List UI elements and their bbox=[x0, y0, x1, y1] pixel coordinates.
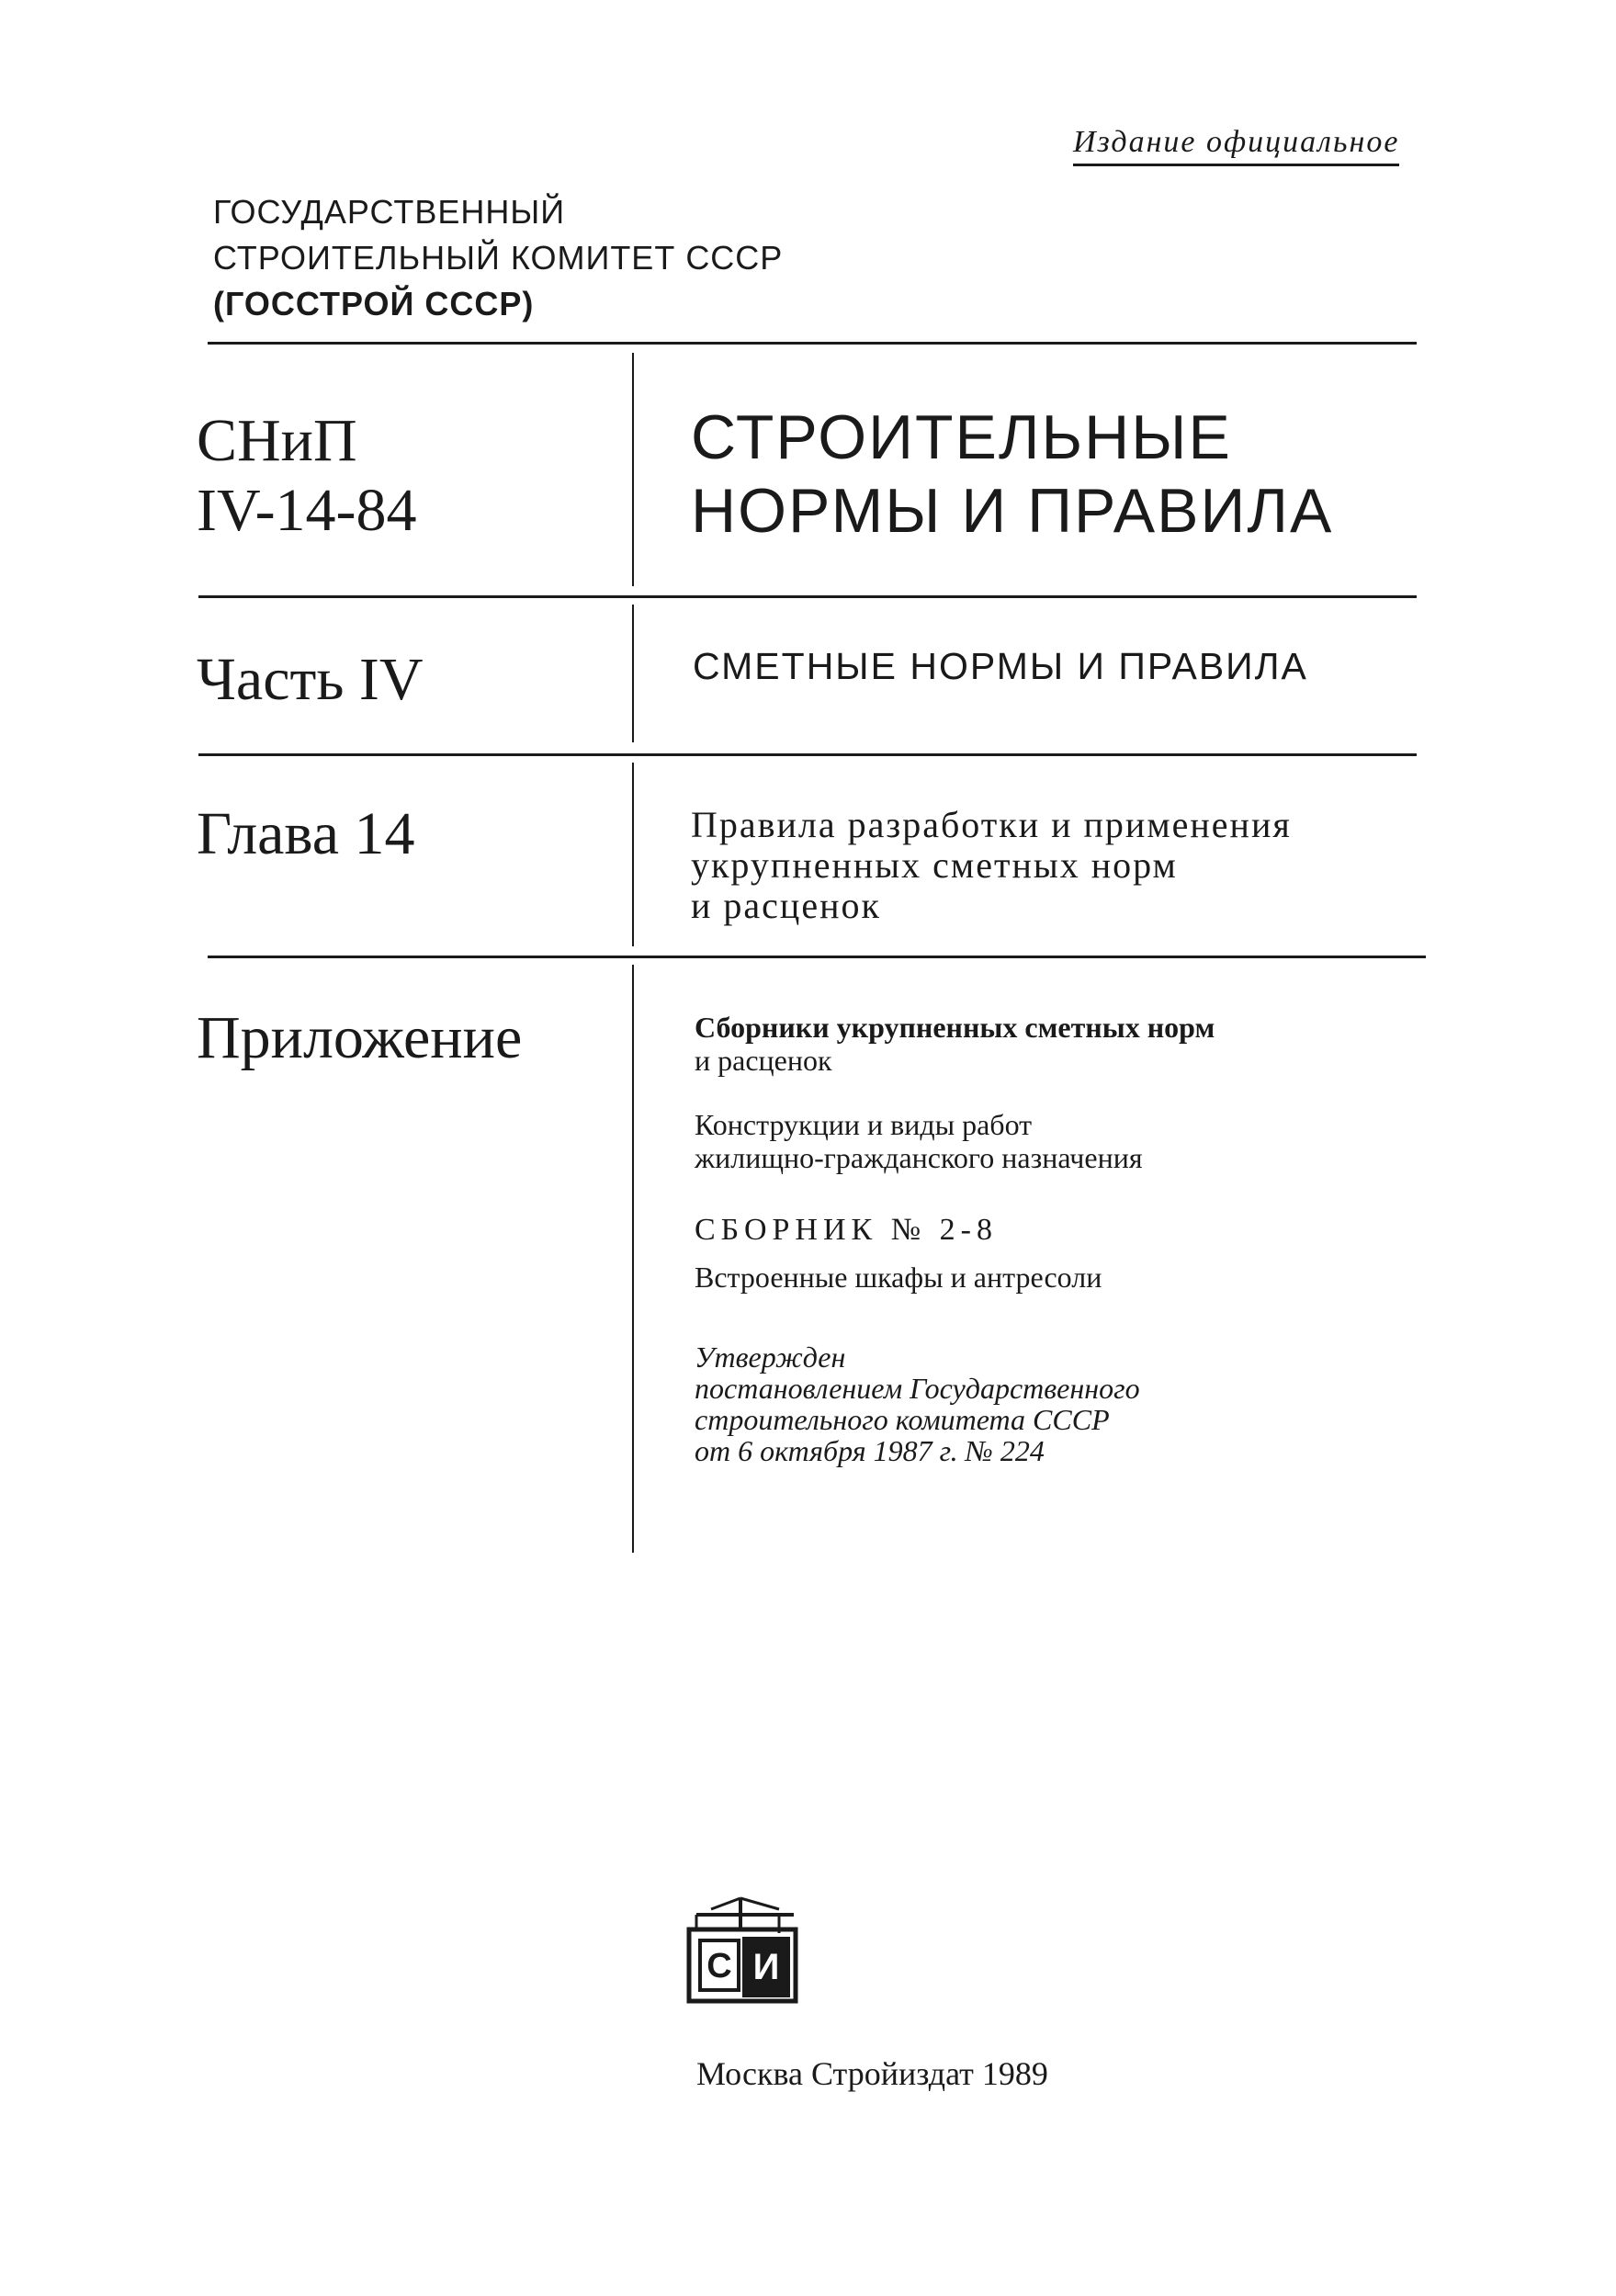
structures-line-1: Конструкции и виды работ bbox=[695, 1108, 1033, 1141]
part-label: Часть IV bbox=[197, 646, 424, 713]
logo-letter-s: С bbox=[706, 1947, 732, 1985]
agency-name bbox=[213, 189, 783, 327]
snip-code bbox=[197, 406, 417, 546]
approval-line-3: строительного комитета СССР bbox=[695, 1403, 1110, 1436]
chapter-title-line-3: и расценок bbox=[691, 885, 881, 926]
snip-number: IV-14-84 bbox=[197, 477, 417, 544]
structures-heading bbox=[695, 1108, 1143, 1174]
divider-appendix bbox=[632, 965, 634, 1553]
collections-line-1: Сборники укрупненных сметных норм bbox=[695, 1011, 1215, 1044]
logo-letter-i: И bbox=[752, 1947, 780, 1987]
agency-line-1: ГОСУДАРСТВЕННЫЙ bbox=[213, 193, 566, 231]
collections-line-2: и расценок bbox=[695, 1044, 832, 1077]
approval-line-4: от 6 октября 1987 г. № 224 bbox=[695, 1434, 1045, 1467]
structures-line-2: жилищно-гражданского назначения bbox=[695, 1141, 1143, 1174]
collection-number: СБОРНИК № 2-8 bbox=[695, 1213, 998, 1247]
publisher-imprint: Москва Стройиздат 1989 bbox=[696, 2055, 1048, 2092]
rule-appendix bbox=[208, 956, 1426, 958]
rule-chapter bbox=[198, 753, 1417, 756]
collections-heading bbox=[695, 1011, 1215, 1077]
divider-chapter bbox=[632, 763, 634, 946]
approval-line-1: Утвержден bbox=[695, 1340, 846, 1374]
approval-line-2: постановлением Государственного bbox=[695, 1372, 1140, 1405]
publisher-logo bbox=[684, 1893, 803, 2017]
chapter-title-line-2: укрупненных сметных норм bbox=[691, 844, 1178, 886]
divider-part bbox=[632, 605, 634, 742]
title-line-2: НОРМЫ И ПРАВИЛА bbox=[691, 476, 1334, 546]
chapter-title bbox=[691, 805, 1292, 926]
agency-line-2: СТРОИТЕЛЬНЫЙ КОМИТЕТ СССР bbox=[213, 239, 784, 277]
rule-top bbox=[208, 342, 1417, 345]
publisher-logo-graphic bbox=[684, 1893, 803, 2012]
snip-label: СНиП bbox=[197, 407, 357, 474]
document-title bbox=[691, 401, 1333, 548]
rule-part bbox=[198, 595, 1417, 598]
official-edition-label: Издание официальное bbox=[1073, 125, 1399, 166]
divider-code bbox=[632, 353, 634, 586]
chapter-title-line-1: Правила разработки и применения bbox=[691, 804, 1292, 845]
collection-title: Встроенные шкафы и антресоли bbox=[695, 1261, 1102, 1294]
approval-note bbox=[695, 1341, 1140, 1466]
part-title: СМЕТНЫЕ НОРМЫ И ПРАВИЛА bbox=[693, 645, 1308, 687]
title-line-1: СТРОИТЕЛЬНЫЕ bbox=[691, 402, 1232, 472]
agency-line-3: (ГОССТРОЙ СССР) bbox=[213, 285, 535, 322]
appendix-label: Приложение bbox=[197, 1004, 523, 1071]
chapter-label: Глава 14 bbox=[197, 800, 415, 867]
